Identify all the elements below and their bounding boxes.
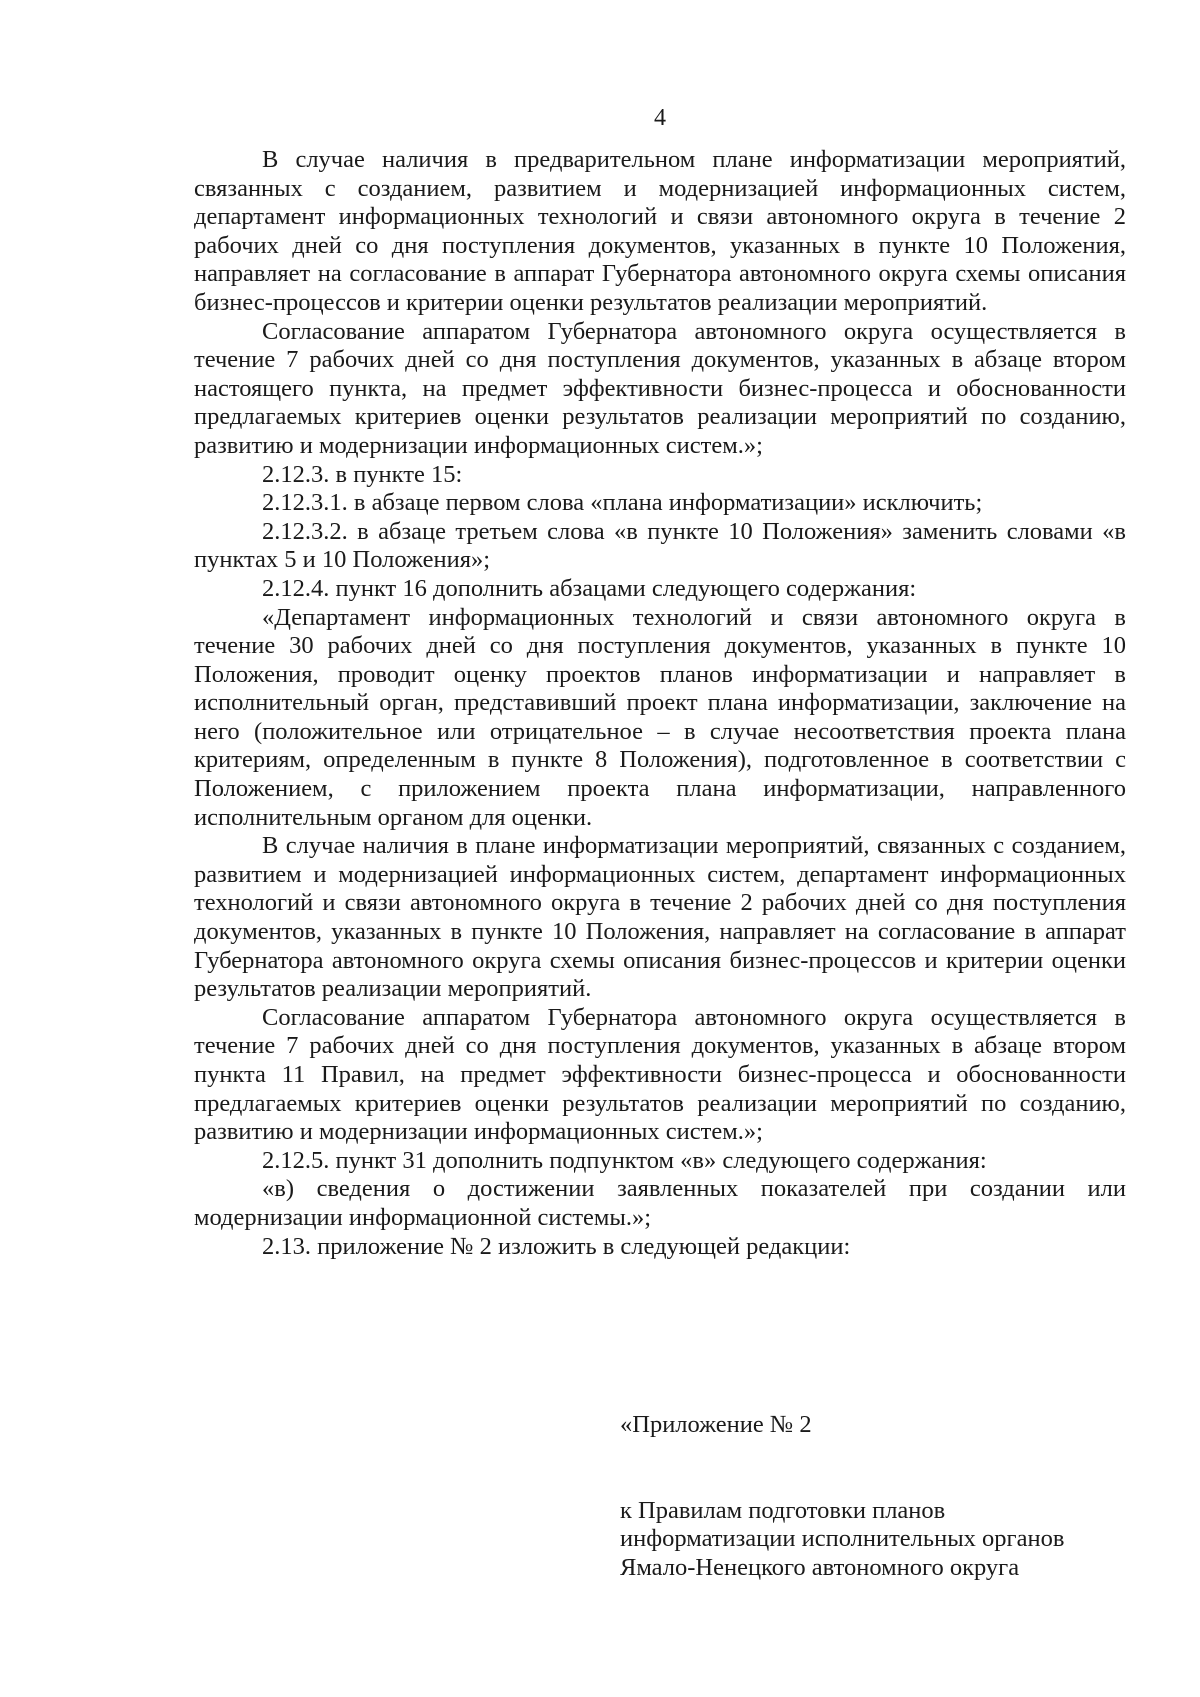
page-number: 4 bbox=[654, 105, 666, 131]
paragraph-7: «Департамент информационных технологий и связи автономного округа в течение 30 рабочих дней со дня поступления документов, указанных в пункте 10 Положения, проводит оценку проектов планов информатизации и направляет в исполнительный орган, представивший проект плана информатизации, заключение на него (положительное или отрицательное – в случае несоответствия проекта плана критериям, определенным в пункте 8 Положения), подготовленное в соответствии с Положением, с приложением проекта плана информатизации, направленного исполнительным органом для оценки. bbox=[194, 603, 1126, 831]
paragraph-4: 2.12.3.1. в абзаце первом слова «плана информатизации» исключить; bbox=[262, 489, 983, 517]
paragraph-11: «в) сведения о достижении заявленных показателей при создании или модернизации информационной системы.»; bbox=[194, 1175, 1126, 1231]
document-body bbox=[194, 146, 1126, 1261]
appendix-header bbox=[620, 1411, 1140, 1582]
paragraph-9: Согласование аппаратом Губернатора автономного округа осуществляется в течение 7 рабочих дней со дня поступления документов, указанных в абзаце втором пункта 11 Правил, на предмет эффективности бизнес-процесса и обоснованности предлагаемых критериев оценки результатов реализации мероприятий по созданию, развитию и модернизации информационных систем.»; bbox=[194, 1003, 1126, 1146]
appendix-line-1: к Правилам подготовки планов bbox=[620, 1496, 946, 1524]
paragraph-1: В случае наличия в предварительном плане информатизации мероприятий, связанных с созданием, развитием и модернизацией информационных систем, департамент информационных технологий и связи автономного округа в течение 2 рабочих дней со дня поступления документов, указанных в пункте 10 Положения, направляет на согласование в аппарат Губернатора автономного округа схемы описания бизнес-процессов и критерии оценки результатов реализации мероприятий. bbox=[194, 146, 1126, 316]
appendix-title: «Приложение № 2 bbox=[620, 1411, 812, 1438]
appendix-line-2: информатизации исполнительных органов bbox=[620, 1525, 1065, 1553]
paragraph-12: 2.13. приложение № 2 изложить в следующей редакции: bbox=[262, 1232, 851, 1260]
paragraph-5: 2.12.3.2. в абзаце третьем слова «в пункте 10 Положения» заменить словами «в пунктах 5 и 10 Положения»; bbox=[194, 517, 1126, 574]
paragraph-8: В случае наличия в плане информатизации мероприятий, связанных с созданием, развитием и модернизацией информационных систем, департамент информационных технологий и связи автономного округа в течение 2 рабочих дней со дня поступления документов, указанных в пункте 10 Положения, направляет на согласование в аппарат Губернатора автономного округа схемы описания бизнес-процессов и критерии оценки результатов реализации мероприятий. bbox=[194, 832, 1126, 1003]
paragraph-10: 2.12.5. пункт 31 дополнить подпунктом «в» следующего содержания: bbox=[262, 1146, 987, 1174]
paragraph-3: 2.12.3. в пункте 15: bbox=[262, 460, 463, 488]
paragraph-6: 2.12.4. пункт 16 дополнить абзацами следующего содержания: bbox=[262, 574, 917, 602]
appendix-line-3: Ямало-Ненецкого автономного округа bbox=[620, 1553, 1020, 1581]
paragraph-2: Согласование аппаратом Губернатора автономного округа осуществляется в течение 7 рабочих дней со дня поступления документов, указанных в абзаце втором настоящего пункта, на предмет эффективности бизнес-процесса и обоснованности предлагаемых критериев оценки результатов реализации мероприятий по созданию, развитию и модернизации информационных систем.»; bbox=[194, 317, 1126, 459]
